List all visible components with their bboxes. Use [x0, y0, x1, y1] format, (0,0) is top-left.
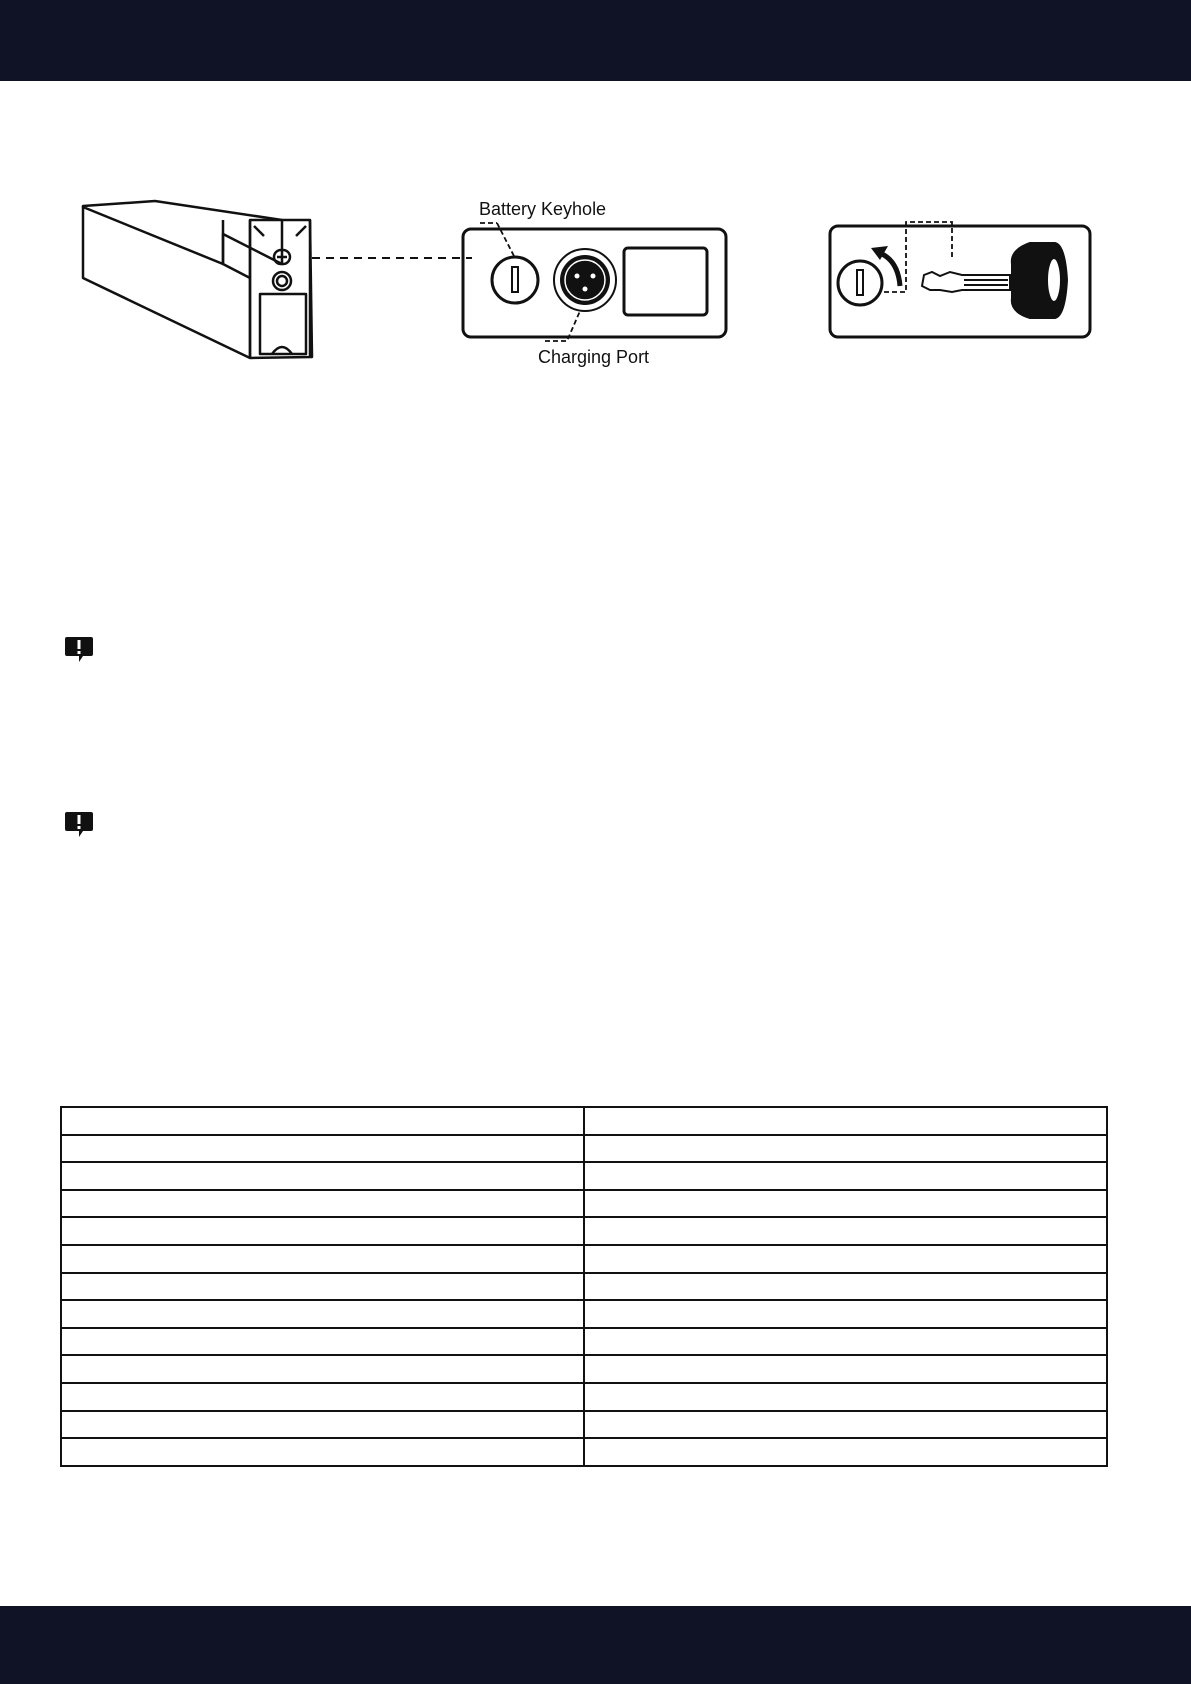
table-row — [61, 1107, 1107, 1135]
battery-keyhole-label: Battery Keyhole — [479, 199, 607, 219]
table-cell-label — [61, 1107, 584, 1135]
table-cell-value — [584, 1383, 1107, 1411]
table-row — [61, 1300, 1107, 1328]
table-row — [61, 1273, 1107, 1301]
table-cell-value — [584, 1190, 1107, 1218]
header-band — [0, 0, 1191, 81]
table-cell-label — [61, 1300, 584, 1328]
table-cell-label — [61, 1328, 584, 1356]
table-cell-value — [584, 1438, 1107, 1466]
table-cell-label — [61, 1273, 584, 1301]
table-row — [61, 1438, 1107, 1466]
notice-icon-1 — [64, 634, 94, 664]
charging-port-label: Charging Port — [538, 347, 650, 367]
key-callout-dashed — [884, 222, 952, 292]
table-cell-label — [61, 1355, 584, 1383]
table-cell-value — [584, 1273, 1107, 1301]
table-cell-value — [584, 1328, 1107, 1356]
key-icon — [922, 243, 1067, 318]
table-cell-value — [584, 1162, 1107, 1190]
footer-band — [0, 1606, 1191, 1684]
table-cell-label — [61, 1245, 584, 1273]
table-row — [61, 1355, 1107, 1383]
battery-pack-illustration — [83, 201, 312, 358]
table-cell-label — [61, 1135, 584, 1163]
table-cell-label — [61, 1438, 584, 1466]
table-row — [61, 1411, 1107, 1439]
table-cell-value — [584, 1411, 1107, 1439]
exclamation-speech-bubble-icon — [64, 809, 94, 839]
port-panel — [463, 229, 726, 337]
key-panel — [830, 222, 1090, 337]
table-row — [61, 1245, 1107, 1273]
table-cell-value — [584, 1300, 1107, 1328]
table-cell-label — [61, 1190, 584, 1218]
notice-icon-2 — [64, 809, 94, 839]
table-cell-label — [61, 1217, 584, 1245]
exclamation-speech-bubble-icon — [64, 634, 94, 664]
battery-keyhole — [492, 257, 538, 303]
battery-diagram — [60, 180, 1120, 380]
table-row — [61, 1135, 1107, 1163]
table-row — [61, 1162, 1107, 1190]
keyhole-icon — [838, 261, 882, 305]
table-row — [61, 1190, 1107, 1218]
table-row — [61, 1328, 1107, 1356]
table-row — [61, 1383, 1107, 1411]
spec-table — [60, 1106, 1108, 1467]
table-cell-label — [61, 1411, 584, 1439]
table-cell-label — [61, 1162, 584, 1190]
display-window — [624, 248, 707, 315]
charging-port — [554, 249, 616, 311]
table-cell-value — [584, 1135, 1107, 1163]
table-cell-value — [584, 1217, 1107, 1245]
table-row — [61, 1217, 1107, 1245]
table-cell-value — [584, 1245, 1107, 1273]
table-cell-value — [584, 1355, 1107, 1383]
table-cell-value — [584, 1107, 1107, 1135]
table-cell-label — [61, 1383, 584, 1411]
